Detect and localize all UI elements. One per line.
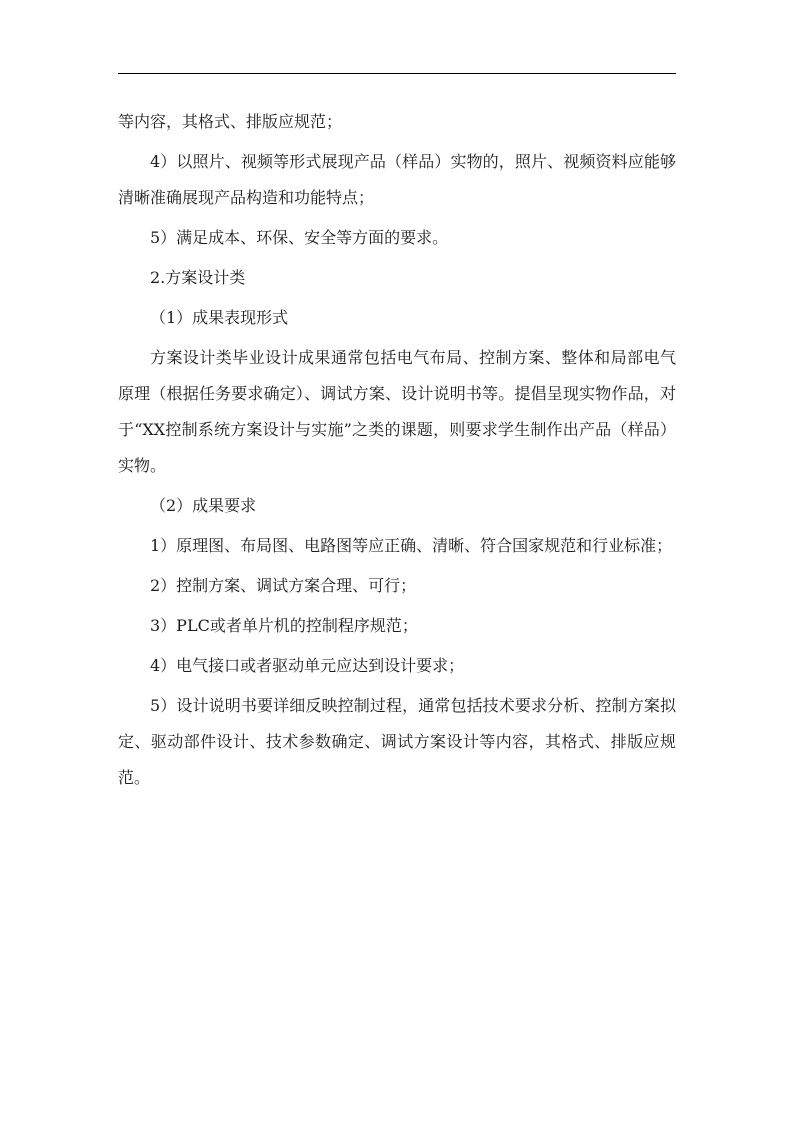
section-heading-scheme-design: 2.方案设计类 (150, 268, 246, 287)
list-item-4-photos: 4）以照片、视频等形式展现产品（样品）实物的，照片、视频资料应能够清晰准确展现产品构造和功能特点； (118, 152, 676, 207)
list-item-3-plc: 3）PLC或者单片机的控制程序规范； (150, 616, 418, 635)
paragraph-forms-description: 方案设计类毕业设计成果通常包括电气布局、控制方案、整体和局部电气原理（根据任务要求确定）、调试方案、设计说明书等。提倡呈现实物作品，对于“XX控制系统方案设计与实施”之类的课题，则要求学生制作出产品（样品）实物。 (118, 348, 676, 475)
subsection-heading-forms: （1）成果表现形式 (150, 308, 289, 327)
list-item-1-diagrams: 1）原理图、布局图、电路图等应正确、清晰、符合国家规范和行业标准； (150, 536, 673, 555)
list-item-2-control: 2）控制方案、调试方案合理、可行； (150, 576, 417, 595)
paragraph-continuation: 等内容，其格式、排版应规范； (118, 112, 343, 131)
header-rule (118, 73, 676, 74)
list-item-4-interface: 4）电气接口或者驱动单元应达到设计要求； (150, 656, 465, 675)
document-body (118, 104, 676, 800)
list-item-5-cost: 5）满足成本、环保、安全等方面的要求。 (150, 228, 449, 247)
list-item-5-manual: 5）设计说明书要详细反映控制过程，通常包括技术要求分析、控制方案拟定、驱动部件设计、技术参数确定、调试方案设计等内容，其格式、排版应规范。 (118, 696, 676, 787)
subsection-heading-requirements: （2）成果要求 (150, 496, 257, 515)
